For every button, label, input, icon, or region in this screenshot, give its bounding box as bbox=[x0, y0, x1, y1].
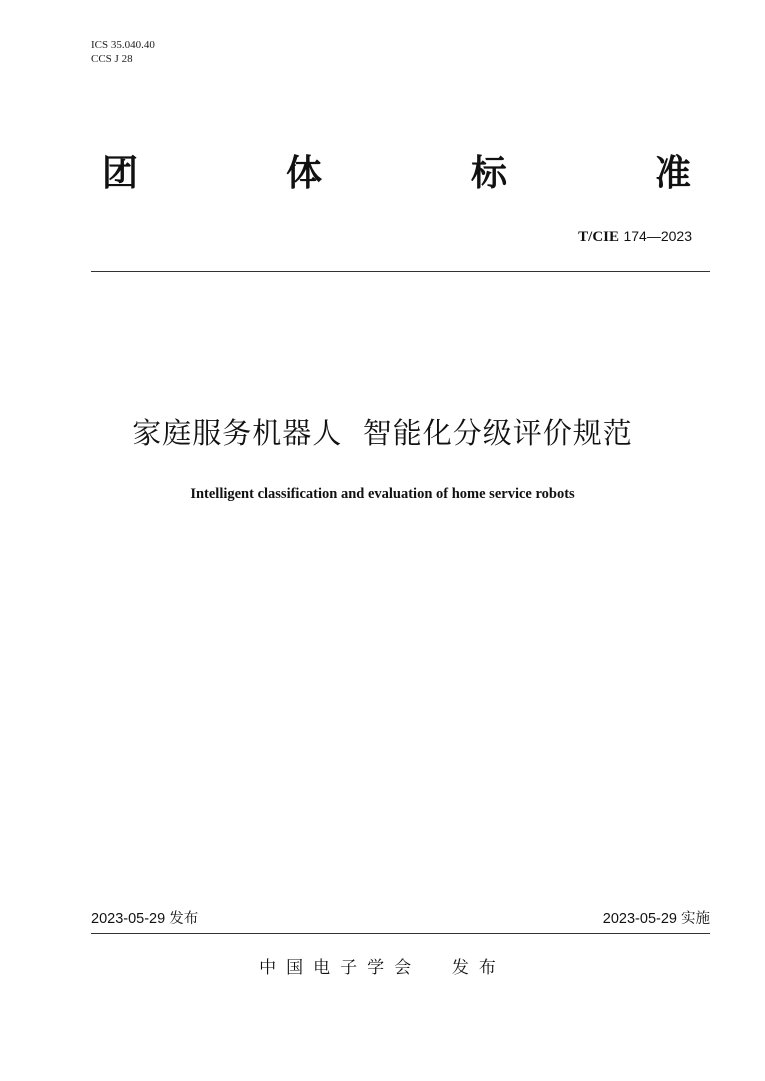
standard-code-prefix: T/CIE bbox=[578, 229, 620, 245]
standard-code-number: 174—2023 bbox=[623, 228, 692, 244]
standard-type-char: 团 bbox=[102, 153, 139, 194]
classification-codes bbox=[91, 38, 155, 66]
standard-type-char: 体 bbox=[286, 153, 323, 194]
footer-divider bbox=[91, 933, 710, 934]
ics-code: ICS 35.040.40 bbox=[91, 39, 155, 51]
publish-date: 2023-05-29 发布 bbox=[91, 911, 199, 927]
english-title: Intelligent classification and evaluation of home service robots bbox=[190, 486, 575, 502]
standard-code bbox=[578, 227, 692, 246]
header-divider bbox=[91, 271, 710, 272]
ccs-code: CCS J 28 bbox=[91, 53, 133, 65]
standard-type-heading bbox=[102, 150, 702, 198]
publisher-line: 中国电子学会 发布 bbox=[259, 958, 506, 978]
implementation-date: 2023-05-29 实施 bbox=[602, 911, 710, 927]
chinese-title: 家庭服务机器人 智能化分级评价规范 bbox=[132, 416, 633, 450]
standard-type-char: 准 bbox=[655, 153, 692, 194]
standard-type-char: 标 bbox=[471, 153, 508, 194]
